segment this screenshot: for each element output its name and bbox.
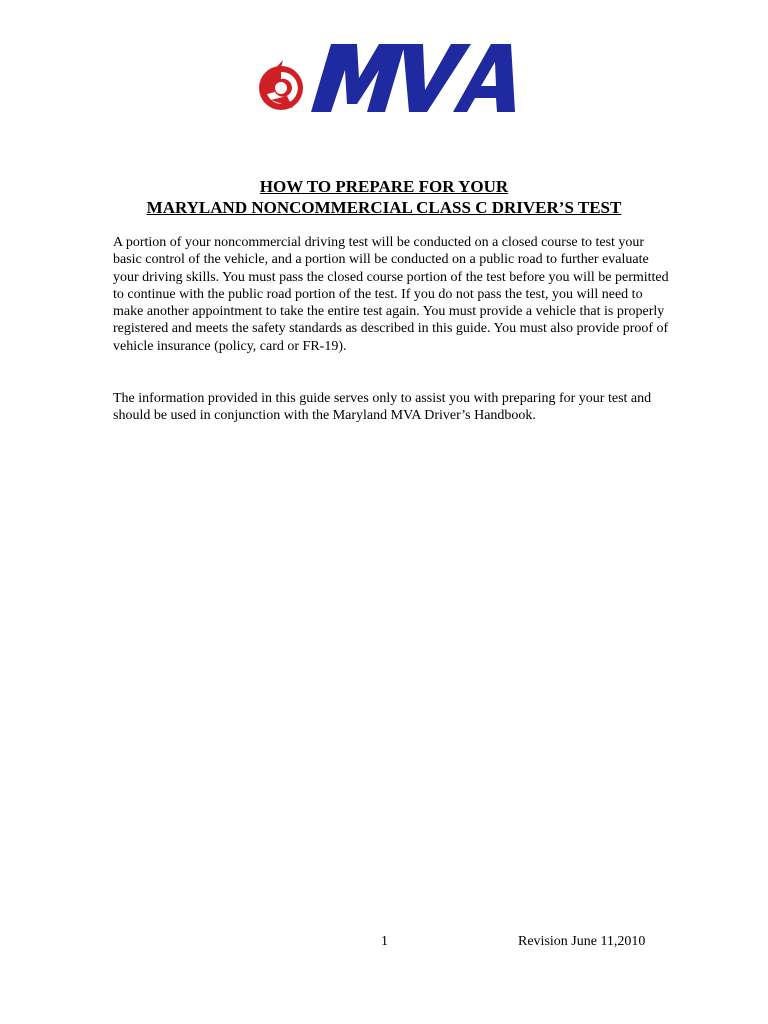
mva-logo-graphic <box>253 42 515 114</box>
intro-paragraph: A portion of your noncommercial driving test will be conducted on a closed course to test your basic control of the vehicle, and a portion will be conducted on a public road to further evaluate your driving skills. You must pass the closed course portion of the test before you will be permitted to continue with the public road portion of the test. If you do not pass the test, you will need to make another appointment to take the entire test again. You must provide a vehicle that is properly registered and meets the safety standards as described in this guide. You must also provide proof of vehicle insurance (policy, card or FR-19). <box>113 235 669 354</box>
swirl-icon <box>259 60 303 110</box>
mva-logo <box>253 42 515 114</box>
heading-line-2: MARYLAND NONCOMMERCIAL CLASS C DRIVER’S TEST <box>146 198 622 217</box>
revision-date: Revision June 11,2010 <box>518 934 646 949</box>
heading-line-1: HOW TO PREPARE FOR YOUR <box>259 177 509 196</box>
guide-info-paragraph: The information provided in this guide serves only to assist you with preparing for your test and should be used in conjunction with the Maryland MVA Driver’s Handbook. <box>113 391 652 424</box>
page-number: 1 <box>381 934 388 949</box>
